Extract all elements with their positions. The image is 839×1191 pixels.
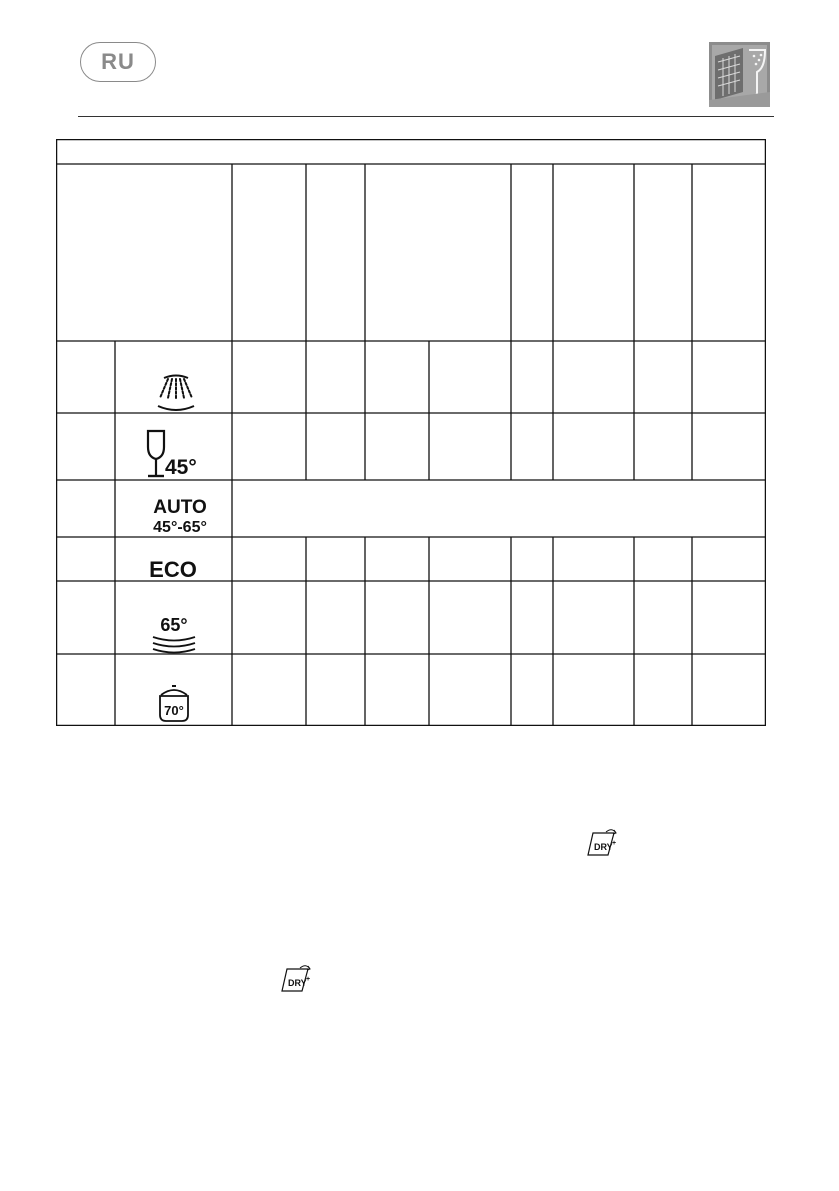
dry-suffix: + xyxy=(612,840,617,847)
dry-label: DRY xyxy=(594,842,613,852)
dry-plus-icon xyxy=(586,827,620,857)
program-table xyxy=(56,139,766,726)
dry-label: DRY xyxy=(288,978,307,988)
dry-plus-icon xyxy=(280,963,314,993)
normal-65-icon xyxy=(150,613,198,655)
pot-temp-label: 70° xyxy=(164,703,184,718)
intensive-pot-70-icon xyxy=(156,683,192,723)
language-badge xyxy=(80,42,156,82)
prewash-spray-icon xyxy=(154,374,198,412)
normal-temp-label: 65° xyxy=(160,615,188,635)
auto-range-label: 45°-65° xyxy=(153,519,207,536)
dry-suffix: + xyxy=(306,976,311,983)
language-code: RU xyxy=(101,49,135,74)
header-divider xyxy=(78,116,774,117)
glass-temp-label: 45° xyxy=(165,456,197,479)
eco-program-icon xyxy=(148,553,198,581)
eco-label: ECO xyxy=(149,557,197,581)
glass-45-icon xyxy=(146,429,210,481)
dishwasher-section-icon xyxy=(709,42,770,107)
auto-program-icon xyxy=(144,494,216,536)
auto-label: AUTO xyxy=(153,497,207,518)
